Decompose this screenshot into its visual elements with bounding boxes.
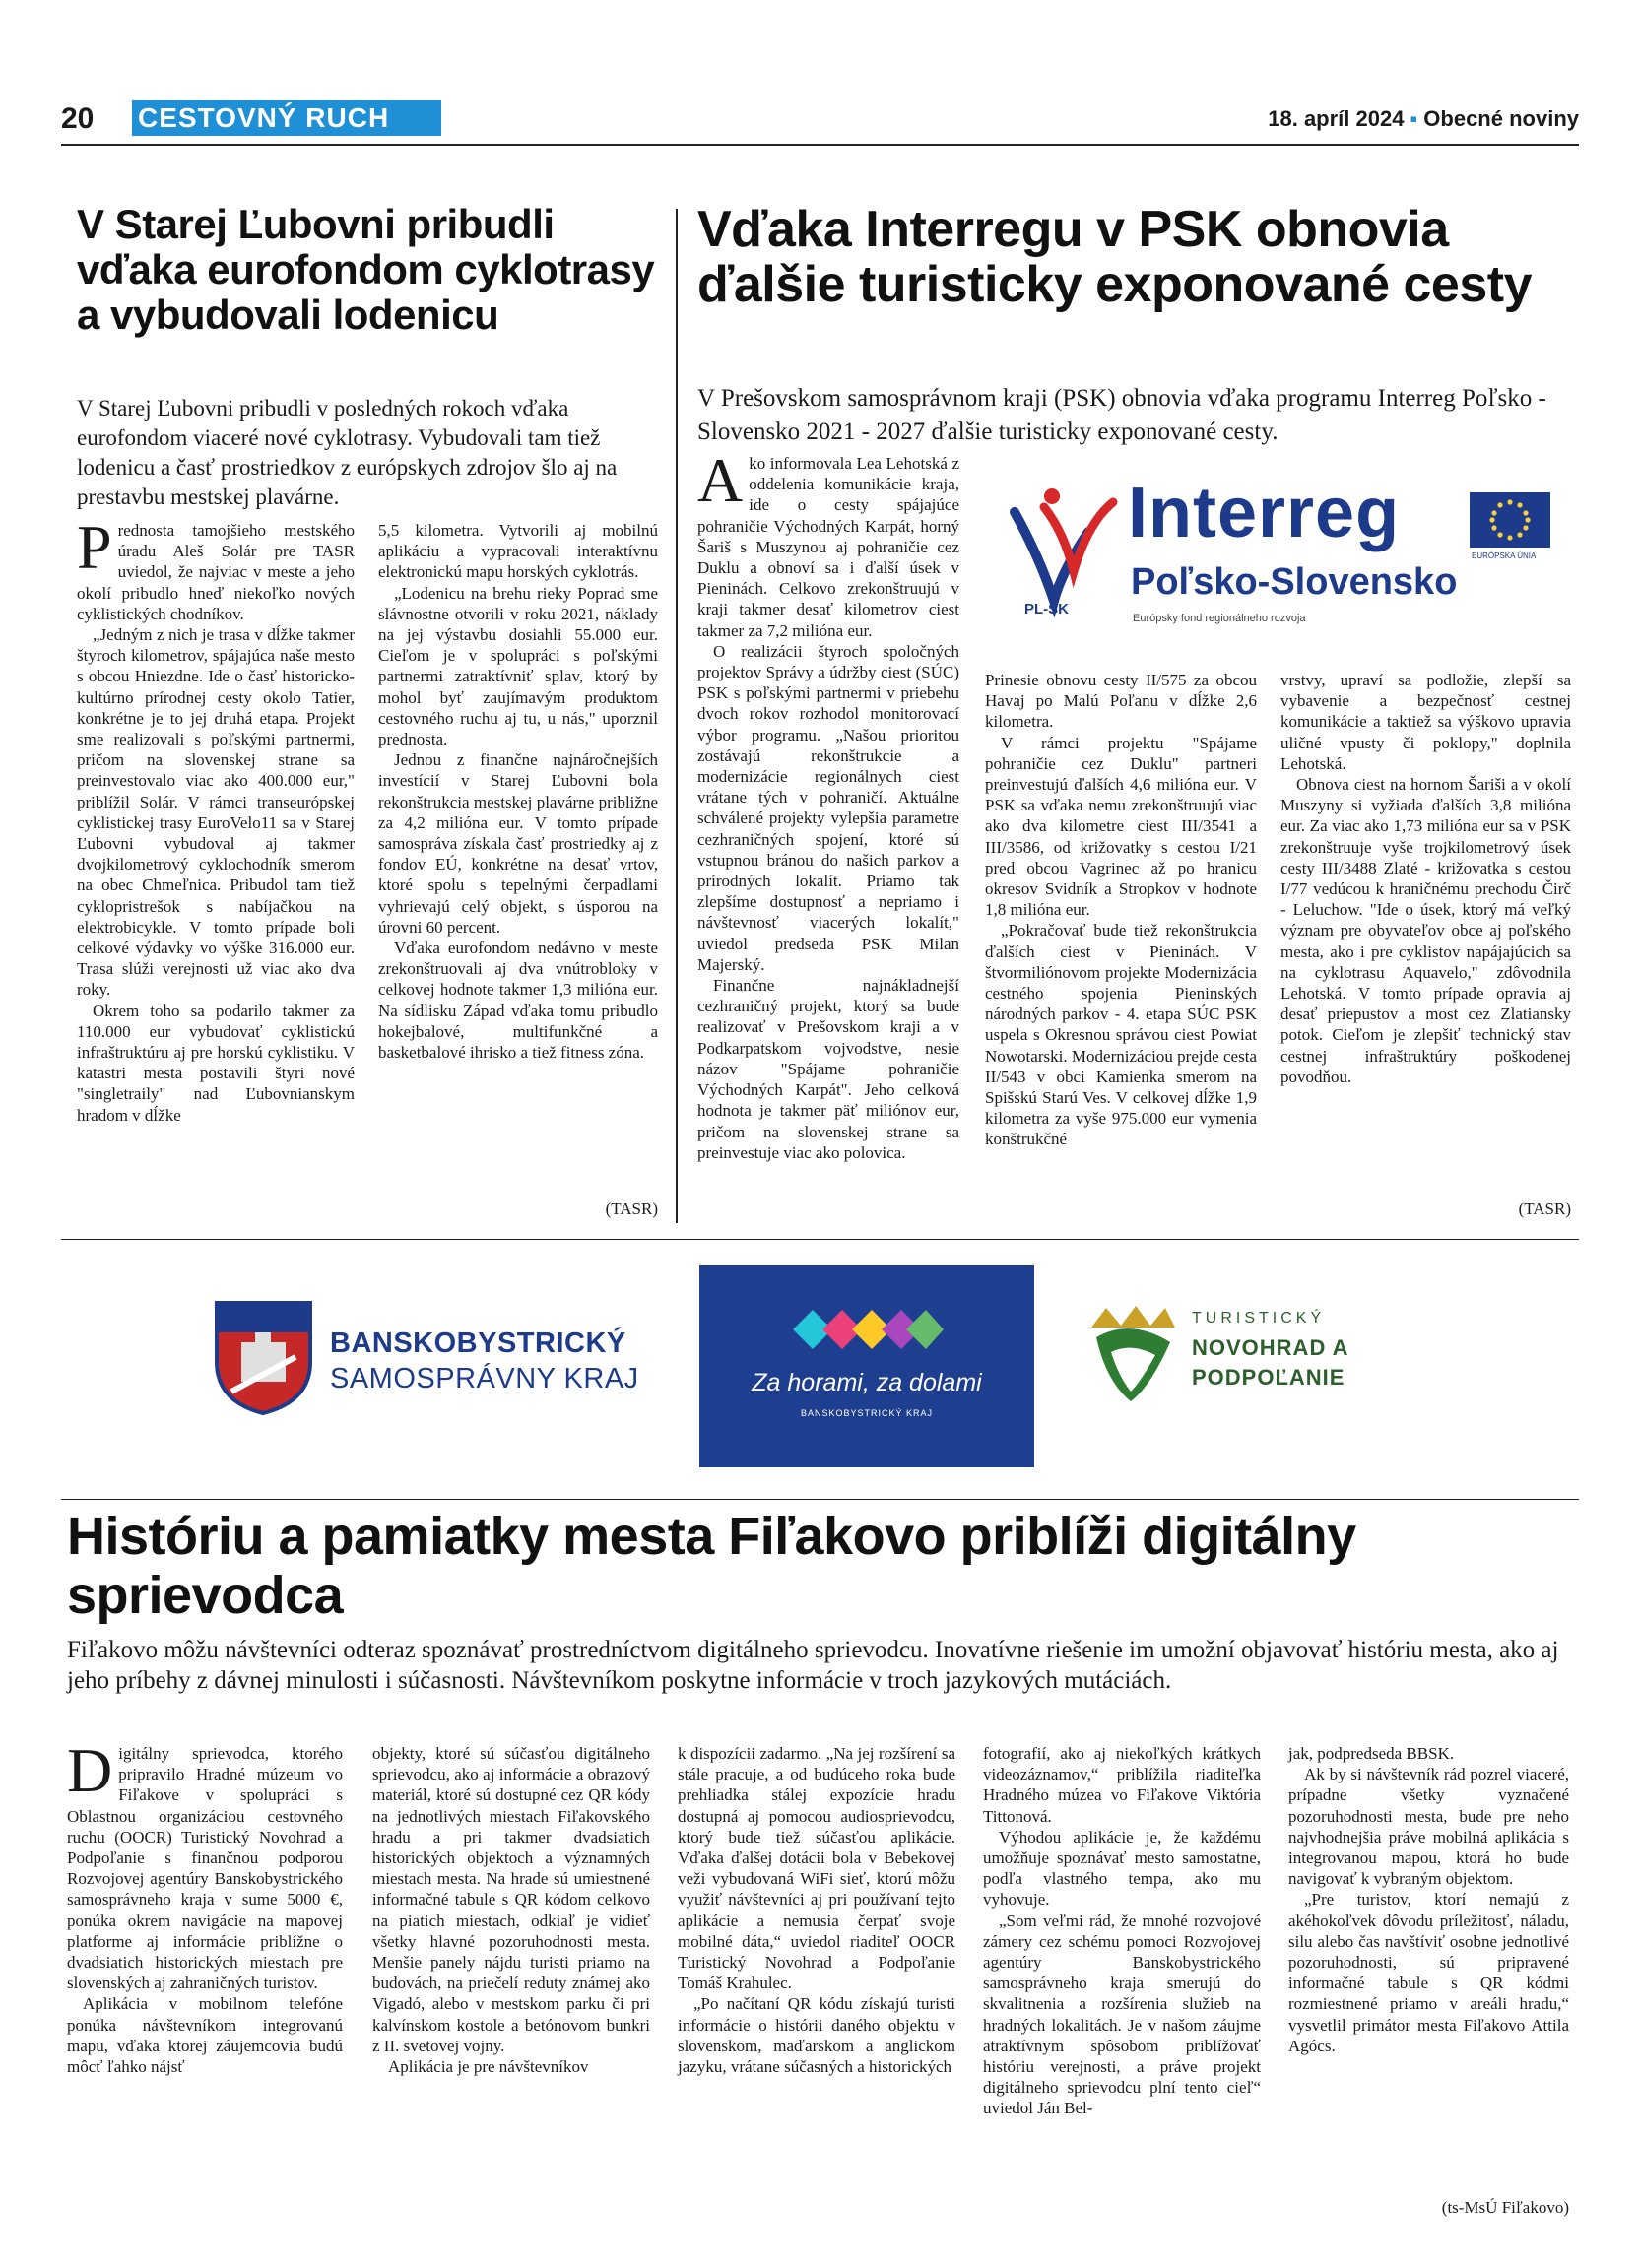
page-number: 20	[61, 102, 95, 135]
article3-col5	[1288, 1743, 1569, 2056]
article3-paragraph: k dispozícii zadarmo. „Na jej rozšírení sa stále pracuje, a od budúceho roka bude prehliadka stálej expozície hradu dostupná aj pomocou audiosprievodcu, ktorý bude tiež súčasťou aplikácie. Vďaka ďalšej dotácii bola v Bebekovej veži vybudovaná WiFi sieť, ktorú môžu využiť návštevníci aj pri používaní tejto aplikácie a nemusia čerpať svoje mobilné dáta,“ uviedol riaditeľ OOCR Turistický Novohrad a Podpoľanie Tomáš Krahulec.	[678, 1744, 955, 1993]
article1-col1	[77, 512, 355, 1126]
drop-cap: D	[67, 1735, 113, 1805]
article3-title: Históriu a pamiatky mesta Fiľakovo priblíži digitálny sprievodca	[67, 1507, 1356, 1625]
article3-col4	[983, 1743, 1261, 2119]
article1-col2	[378, 520, 658, 1063]
bbsk-logo	[212, 1298, 675, 1416]
eu-label: EURÓPSKA ÚNIA	[1472, 551, 1537, 560]
drop-cap: P	[77, 512, 112, 582]
article3-paragraph: „Som veľmi rád, že mnohé rozvojové zámery cez schému pomoci Rozvojovej agentúry Banskobystrického samosprávneho kraja smerujú do skvalitnenia a rozšírenia služieb na hradných lokalitách. Je v našom záujme atraktívnym spôsobom priblížovať históriu verejnosti, a práve projekt digitálneho sprievodcu plní tento cieľ“ uviedol Ján Bel-	[983, 1911, 1261, 2118]
article3-paragraph: „Po načítaní QR kódu získajú turisti informácie o histórii daného objektu v slovenskom, maďarskom a anglickom jazyku, vrátane súčasných a historických	[678, 1994, 955, 2077]
article2-lead: V Prešovskom samosprávnom kraji (PSK) obnovia vďaka programu Interreg Poľsko - Slovensko 2021 - 2027 ďalšie turisticky exponované cesty.	[697, 385, 1546, 445]
article2-paragraph: Obnova ciest na hornom Šariši a v okolí Muszyny si vyžiada ďalších 3,8 milióna eur. Za viac ako 1,73 milióna eur sa v PSK zrekonštruuje vyše trojkilometrový úsek cesty III/3488 Zlaté - križovatka s cestou I/77 vedúcou k hraničnému prechodu Čirč - Leluchow. "Ide o úsek, ktorý má veľký význam pre obyvateľov obce aj poľského mesta, ako i pre cyklistov napájajúcich sa na cyklotrasu Aquavelo," zdôvodnila Lehotská. V tomto prípade opravia aj desať priepustov a most cez Zlatiansky potok. Cieľom je zlepšiť technický stav cestnej infraštruktúry poškodenej povodňou.	[1280, 775, 1571, 1086]
section-rule	[61, 1239, 1579, 1240]
drop-cap: A	[697, 445, 744, 515]
article3-paragraph: jak, podpredseda BBSK.	[1288, 1744, 1455, 1763]
separator-dot: ▪	[1410, 106, 1418, 131]
interreg-subtitle: Poľsko-Slovensko	[1131, 561, 1458, 603]
article2-title: Vďaka Interregu v PSK obnovia ďalšie turisticky exponované cesty	[697, 201, 1532, 313]
interreg-logo	[995, 463, 1569, 675]
article1-lead: V Starej Ľubovni pribudli v posledných rokoch vďaka eurofondom viaceré nové cyklotrasy. Vybudovali tam tiež lodenicu a časť prostriedkov z európskych zdrojov šlo aj na prestavbu mestskej plavárne.	[77, 396, 618, 509]
article3	[67, 1507, 1579, 1625]
column-rule	[676, 209, 678, 1223]
article1-paragraph: Okrem toho sa podarilo takmer za 110.000 eur vybudovať cyklistickú infraštruktúru aj pre horskú cyklistiku. V katastri mesta postavili štyri nové "singletraily" nad Ľubovnianskym hradom v dĺžke	[77, 1001, 355, 1125]
article2-source: (TASR)	[1518, 1199, 1571, 1218]
section-rule	[61, 1499, 1579, 1500]
za-horami-sub: BANSKOBYSTRICKÝ KRAJ	[800, 1408, 934, 1418]
section-label: CESTOVNÝ RUCH	[132, 100, 441, 136]
article2-paragraph: O realizácii štyroch spoločných projektov Správy a údržby ciest (SÚC) PSK s poľskými partnermi v priebehu dvoch rokov rozhodol monitorovací výbor programu. „Našou prioritou zostávajú rekonštrukcie a modernizácie regionálnych ciest vrátane tých v pohraničí. Aktuálne schválené projekty vylepšia parametre cezhraničných spojení, ktoré sú vstupnou bránou do našich parkov a prírodných lokalít. Priamo tak zlepšíme dostupnosť a nepriamo i návštevnosť viacerých lokalít," uviedol predseda PSK Milan Majerský.	[697, 641, 959, 974]
article3-paragraph: Ak by si návštevník rád pozrel viaceré, prípadne všetky vyznačené pozoruhodnosti mesta, bude pre neho najvhodnejšia práve mobilná aplikácia s integrovanou mapou, ktorá ho bude navigovať k vybraným objektom.	[1288, 1765, 1569, 1889]
article3-paragraph: Digitálny sprievodca, ktorého pripravilo Hradné múzeum vo Fiľakove v spolupráci s Oblastnou organizáciou cestovného ruchu (OOCR) Turistický Novohrad a Podpoľanie s finančnou podporou Rozvojovej agentúry Banskobystrického samosprávneho kraja v sume 5000 €, ponúka okrem navigácie na mapovej platforme aj informácie priblížne o dvadsiatich historických miestach pre slovenských aj zahraničných turistov.	[67, 1735, 343, 1993]
article3-paragraph: objekty, ktoré sú súčasťou digitálneho sprievodcu, ako aj informácie a obrazový materiál, ktoré sú dostupné cez QR kódy na jednotlivých miestach Fiľakovského hradu a pri takmer dvadsiatich historických objektoch a významných miestach mesta. Na hrade sú umiestnené informačné tabule s QR kódom celkovo na piatich miestach, odkiaľ je vidieť všetky hlavné pozoruhodnosti mesta. Menšie panely nájdu turisti priamo na budovách, na priečelí reduty známej ako Vigadó, alebo v mestskom parku či pri kalvínskom kostole a betónovom bunkri z II. svetovej vojny.	[372, 1744, 650, 2055]
article2-col3	[1280, 670, 1571, 1087]
article2-paragraph: Finančne najnákladnejší cezhraničný projekt, ktorý sa bude realizovať v Prešovskom kraji a v Podkarpatskom vojvodstve, nesie názov "Spájame pohraničie Východných Karpát". Jeho celková hodnota je takmer päť miliónov eur, pričom na slovenskej strane sa preinvestuje viac ako polovica.	[697, 976, 959, 1162]
bbsk-coat-of-arms-icon	[212, 1298, 315, 1416]
turisticky-novohrad-logo	[1082, 1298, 1407, 1416]
bbsk-line2: SAMOSPRÁVNY KRAJ	[330, 1363, 639, 1394]
article2-col1	[697, 445, 959, 1163]
header-right	[1268, 106, 1579, 132]
article3-col1	[67, 1735, 343, 2077]
article1-paragraph: Jednou z finančne najnáročnejších investícií v Starej Ľubovni bola rekonštrukcia mestskej plavárne približne za 4,2 milióna eur. V tomto prípade samospráva získala časť prostriedky aj z fondov EÚ, konkrétne na desať vrtov, ktoré spolu s tepelnými čerpadlami vyhrievajú celý objekt, s úsporou na úrovni 60 percent.	[378, 750, 658, 937]
article2-paragraph: „Pokračovať bude tiež rekonštrukcia ďalších ciest v Pieninách. V štvormiliónovom projekte Modernizácia cestného spojenia Pieninských národných parkov - 4. etapa SÚC PSK uspela s Okresnou správou ciest Powiat Nowotarski. Modernizáciou prejde cesta II/543 v obci Kamienka smerom na Spišskú Starú Ves. V celkovej dĺžke 1,9 kilometra za vyše 975.000 eur vymenia konštrukčné	[985, 921, 1257, 1149]
article2-paragraph: Prinesie obnovu cesty II/575 za obcou Havaj po Malú Poľanu v dĺžke 2,6 kilometra.	[985, 671, 1257, 732]
article3-col2	[372, 1743, 650, 2077]
article2-paragraph: Ako informovala Lea Lehotská z oddelenia komunikácie kraja, ide o cesty spájajúce pohraničie Východných Karpát, horný Šariš s Muszynou aj pohraničie cez Duklu a obnoví sa i ďalší úsek v Pieninách. Celkovo zrekonštruujú v kraji takmer desať kilometrov ciest takmer za 7,2 milióna eur.	[697, 445, 959, 640]
article3-paragraph: Aplikácia v mobilnom telefóne ponúka návštevníkom integrovanú mapu, vďaka ktorej záujemcovia budú môcť ľahko nájsť	[67, 1994, 343, 2077]
za-horami-slogan: Za horami, za dolami	[752, 1369, 982, 1396]
article2-col2	[985, 670, 1257, 1150]
article3-paragraph: fotografií, ako aj niekoľkých krátkych videozáznamov,“ priblížila riaditeľka Hradného múzea vo Fiľakove Viktória Tittonová.	[983, 1744, 1261, 1826]
article1-source: (TASR)	[605, 1199, 658, 1218]
article3-paragraph: Aplikácia je pre návštevníkov	[388, 2057, 589, 2077]
article1-paragraph: Vďaka eurofondom nedávno v meste zrekonštruovali aj dva vnútrobloky v celkovej hodnote takmer 1,3 milióna eur. Na sídlisku Západ vďaka tomu pribudlo hokejbalové, multifunkčné a basketbalové ihrisko a tiež fitness zóna.	[378, 939, 658, 1063]
article2-paragraph: V rámci projektu "Spájame pohraničie cez Duklu" partneri preinvestujú ďalších 4,6 milióna eur. V PSK sa vďaka nemu zrekonštruujú viac ako dva kilometre ciest III/3541 a III/3586, od križovatky s cestou I/21 pred obcou Vagrinec až po hranicu okresov Svidník a Stropkov v hodnote 1,8 milióna eur.	[985, 733, 1257, 920]
colorful-hearts-icon	[788, 1305, 946, 1354]
article3-col3	[678, 1743, 955, 2077]
article1-paragraph: Prednosta tamojšieho mestského úradu Aleš Solár pre TASR uviedol, že najviac v meste a jeho okolí pribudlo hneď niekoľko nových cyklistických chodníkov.	[77, 512, 355, 623]
article3-source: (ts-MsÚ Fiľakovo)	[1441, 2198, 1569, 2217]
issue-date: 18. apríl 2024	[1268, 106, 1405, 131]
interreg-fund: Európsky fond regionálneho rozvoja	[1133, 613, 1306, 624]
article1-paragraph: „Jedným z nich je trasa v dĺžke takmer štyroch kilometrov, spájajúca naše mesto s obcou Hniezdne. Ide o časť historicko-kultúrno prírodnej cesty okolo Tatier, konkrétne je to jej druhá etapa. Projekt sme realizovali s poľskými partnermi, pričom na slovenskej strane sa preinvestovalo viac ako 400.000 eur," priblížil Solár. V rámci transeurópskej cyklistickej trasy EuroVelo11 sa v Starej Ľubovni vybudoval aj takmer dvojkilometrový cyklochodník smerom na obec Chmeľnica. Pribudol tam tiež cyklopristrešok s nabíjačkou na elektrobicykle. V tomto prípade boli celkové výdavky vo výške 316.000 eur. Trasa slúži verejnosti už viac ako dva roky.	[77, 625, 355, 1000]
publication-name: Obecné noviny	[1423, 106, 1579, 131]
article1	[77, 202, 658, 338]
novohrad-emblem-icon	[1082, 1298, 1180, 1406]
article2-paragraph: vrstvy, upraví sa podložie, zlepší sa vybavenie a bezpečnosť cestnej komunikácie a taktiež sa výškovo upravia uličné vpusty či poklopy," doplnila Lehotská.	[1280, 671, 1571, 773]
bbsk-line1: BANSKOBYSTRICKÝ	[330, 1328, 626, 1359]
novohrad-line2: NOVOHRAD A	[1192, 1335, 1349, 1360]
article1-title: V Starej Ľubovni pribudli vďaka eurofondom cyklotrasy a vybudovali lodenicu	[77, 201, 655, 338]
novohrad-line1: TURISTICKÝ	[1192, 1310, 1326, 1327]
article1-paragraph: „Lodenicu na brehu rieky Poprad sme slávnostne otvorili v roku 2021, náklady na jej výstavbu dosiahli 55.000 eur. Cieľom je v spolupráci s poľskými partnermi zatraktívniť splav, ktorý by mohol byť zaujímavým produktom cestovného ruchu aj tu, u nás," uporznil prednosta.	[378, 583, 658, 749]
header-rule	[61, 144, 1579, 146]
interreg-word: Interreg	[1128, 474, 1401, 552]
za-horami-logo	[699, 1265, 1034, 1467]
article1-paragraph: 5,5 kilometra. Vytvorili aj mobilnú aplikáciu a vypracovali interaktívnu elektronickú mapu horských cyklotrás.	[378, 521, 658, 582]
article3-paragraph: Výhodou aplikácie je, že každému umožňuje spoznávať mesto samostatne, podľa vlastného tempa, ako mu vyhovuje.	[983, 1827, 1261, 1910]
novohrad-line3: PODPOĽANIE	[1192, 1365, 1345, 1390]
article2	[697, 202, 1579, 312]
article3-paragraph: „Pre turistov, ktorí nemajú z akéhokoľvek dôvodu príležitosť, náladu, silu alebo čas navštíviť osobne jednotlivé pozoruhodnosti, sú pripravené informačné tabule s QR kódmi rozmiestnené priamo v areáli hradu,“ vysvetlil primátor mesta Fiľakovo Attila Agócs.	[1288, 1890, 1569, 2055]
interreg-badge: PL-SK	[1024, 601, 1069, 617]
article3-lead: Fiľakovo môžu návštevníci odteraz spoznávať prostredníctvom digitálneho sprievodcu. Inovatívne riešenie im umožní objavovať históriu mesta, ako aj jeho príbehy z dávnej minulosti i súčasnosti. Návštevníkom poskytne informácie v troch jazykových mutáciách.	[67, 1637, 1559, 1694]
